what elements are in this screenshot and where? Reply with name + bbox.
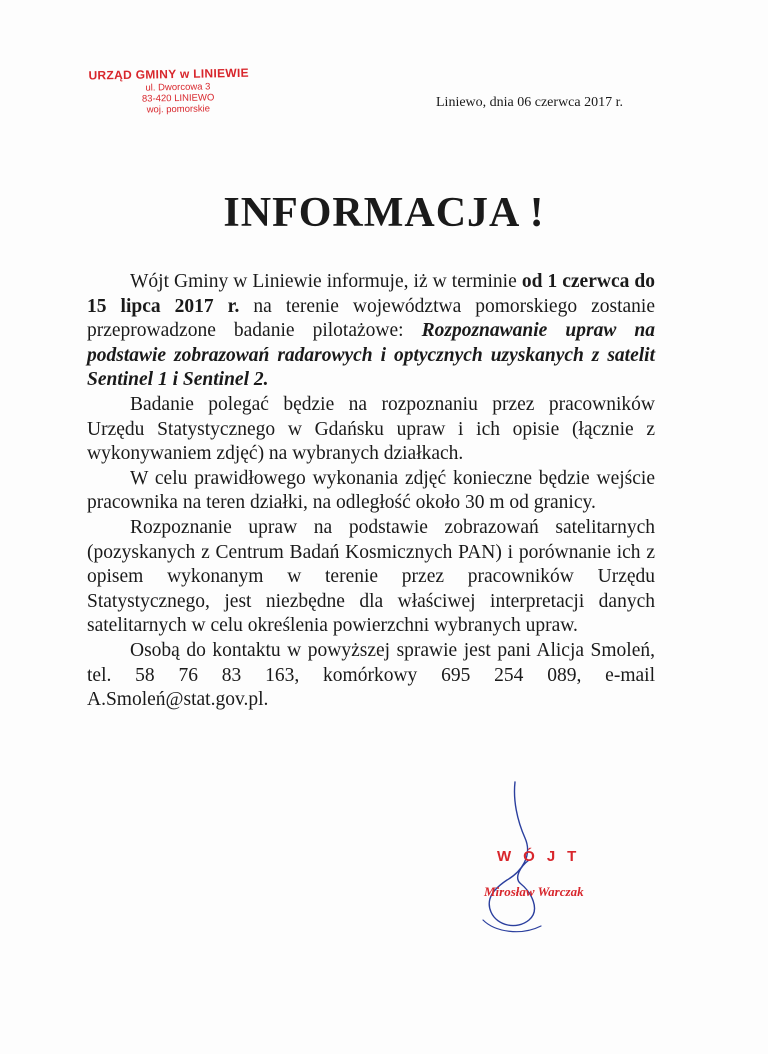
paragraph-contact: Osobą do kontaktu w powyższej sprawie jest pani Alicja Smoleń, tel. 58 76 83 163, komórkowy 695 254 089, e-mail A.Smoleń@stat.gov.pl. — [87, 639, 655, 711]
paragraph-field-access: W celu prawidłowego wykonania zdjęć konieczne będzie wejście pracownika na teren działki, na odległość około 30 m od granicy. — [87, 467, 655, 514]
stamp-region: woj. pomorskie — [146, 103, 211, 116]
stamp-office-name: URZĄD GMINY w LINIEWIE — [88, 65, 250, 83]
announcement-intro: Wójt Gminy w Liniewie informuje, iż w terminie — [130, 271, 522, 292]
study-name: Rozpoznawanie upraw na podstawie zobrazowań radarowych i optycznych uzyskanych z satelit Sentinel 1 i Sentinel 2. — [87, 320, 655, 391]
signature-title: WÓJT — [497, 848, 589, 865]
signature-name: Mirosław Warczak — [484, 884, 584, 899]
document-body — [87, 270, 655, 713]
document-title: INFORMACJA ! — [223, 190, 545, 236]
stamp-postal: 83-420 LINIEWO — [141, 92, 215, 105]
announcement-dates: od 1 czerwca do 15 lipca 2017 r. — [87, 271, 655, 317]
office-stamp — [88, 64, 269, 116]
stamp-street: ul. Dworcowa 3 — [145, 81, 211, 94]
date-line: Liniewo, dnia 06 czerwca 2017 r. — [436, 95, 623, 110]
announcement-middle: na terenie województwa pomorskiego zostanie przeprowadzone badanie pilotażowe: — [87, 295, 655, 342]
paragraph-purpose: Rozpoznanie upraw na podstawie zobrazowań satelitarnych (pozyskanych z Centrum Badań Kosmicznych PAN) i porównanie ich z opisem wykonanym w terenie przez pracowników Urzędu Statystycznego, jest niezbędne dla właściwej interpretacji danych satelitarnych w celu określenia powierzchni wybranych upraw. — [87, 516, 655, 637]
paragraph-study-method: Badanie polegać będzie na rozpoznaniu przez pracowników Urzędu Statystycznego w Gdańsku upraw i ich opisie (łącznie z wykonywaniem zdjęć) na wybranych działkach. — [87, 393, 655, 465]
paragraph-announcement — [87, 270, 655, 393]
